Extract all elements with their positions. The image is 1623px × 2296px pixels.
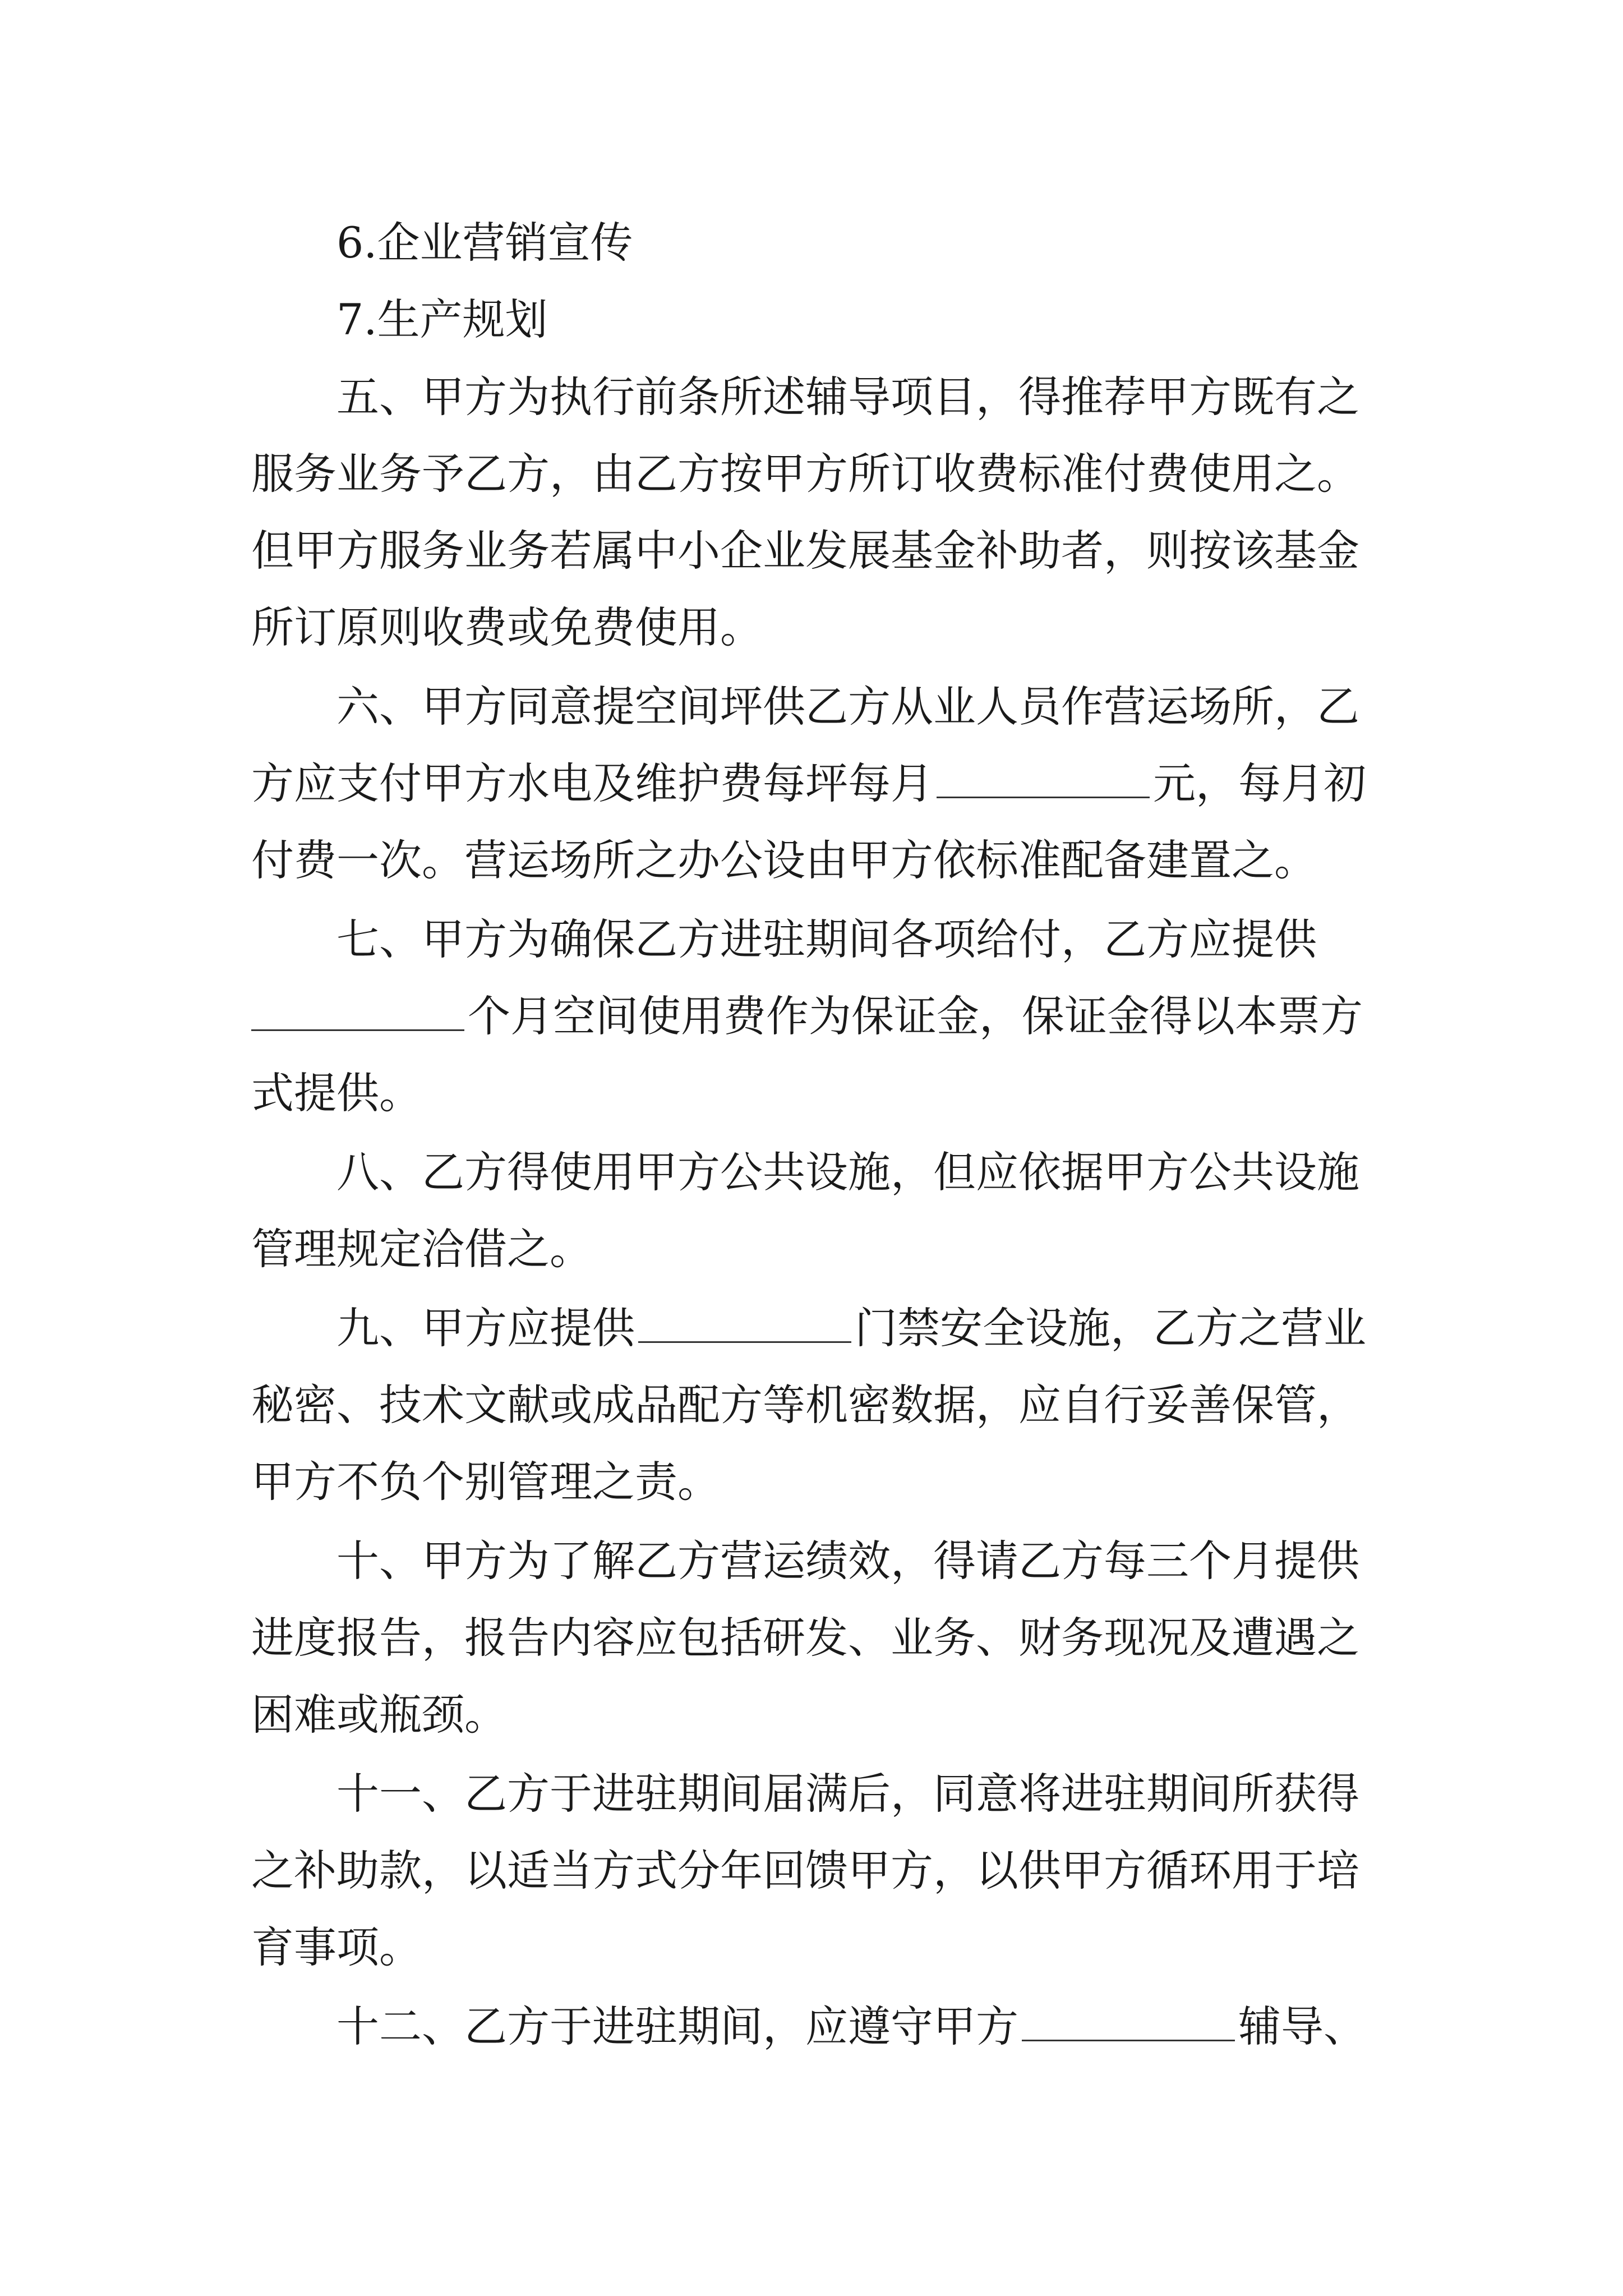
clause-10-line-1 (336, 1525, 1395, 1598)
clause-11-line-1 (336, 1757, 1395, 1830)
clause-6-line-3 (251, 824, 1395, 897)
clause-9-line-3 (251, 1446, 1395, 1519)
line-text: 之补助款，以适当方式分年回馈甲方，以供甲方循环用于培 (251, 1846, 1359, 1895)
line-text: 甲方不负个别管理之责。 (251, 1457, 720, 1507)
line-text: 五、甲方为执行前条所述辅导项目，得推荐甲方既有之 (336, 372, 1359, 422)
line-text: 十一、乙方于进驻期间届满后，同意将进驻期间所获得 (336, 1769, 1359, 1819)
clause-9-line-2 (251, 1369, 1395, 1442)
line-text: 式提供。 (251, 1068, 422, 1118)
clause-10-line-3 (251, 1678, 1395, 1751)
clause-12-line-1 (336, 1990, 1395, 2063)
clause-11-line-2 (251, 1834, 1395, 1907)
clause-10-line-2 (251, 1602, 1395, 1674)
fill-blank-security (638, 1308, 851, 1343)
clause-5-line-1 (336, 361, 1395, 434)
clause-6-line-1 (336, 670, 1395, 743)
line-text: 付费一次。营运场所之办公设由甲方依标准配备建置之。 (251, 835, 1317, 885)
line-text: 6.企业营销宣传 (336, 218, 633, 268)
line-text: 秘密、技术文献或成品配方等机密数据，应自行妥善保管， (251, 1380, 1359, 1430)
line-text: 进度报告，报告内容应包括研发、业务、财务现况及遭遇之 (251, 1613, 1359, 1663)
line-text: 十二、乙方于进驻期间，应遵守甲方 (336, 2001, 1018, 2051)
line-text: 九、甲方应提供 (336, 1303, 635, 1353)
line-text: 门禁安全设施，乙方之营业 (855, 1303, 1366, 1353)
clause-11-line-3 (251, 1911, 1395, 1984)
list-item-6 (336, 206, 1395, 279)
line-text: 但甲方服务业务若属中小企业发展基金补助者，则按该基金 (251, 526, 1359, 576)
clause-9-line-1 (336, 1292, 1395, 1365)
clause-5-line-4 (251, 591, 1395, 664)
line-text: 方应支付甲方水电及维护费每坪每月 (251, 758, 933, 808)
clause-8-line-2 (251, 1213, 1395, 1286)
clause-7-line-2 (251, 980, 1395, 1053)
line-text: 六、甲方同意提空间坪供乙方从业人员作营运场所，乙 (336, 682, 1359, 731)
line-text: 元，每月初 (1153, 758, 1366, 808)
line-text: 服务业务予乙方，由乙方按甲方所订收费标准付费使用之。 (251, 449, 1359, 499)
line-text: 7.生产规划 (336, 295, 548, 344)
fill-blank-months (251, 996, 464, 1031)
line-text: 所订原则收费或免费使用。 (251, 602, 763, 652)
clause-6-line-2 (251, 747, 1395, 820)
line-text: 个月空间使用费作为保证金，保证金得以本票方 (468, 991, 1363, 1041)
fill-blank-rules (1022, 2006, 1235, 2041)
clause-7-line-3 (251, 1057, 1395, 1130)
line-text: 七、甲方为确保乙方进驻期间各项给付，乙方应提供 (336, 914, 1317, 964)
clause-5-line-3 (251, 514, 1395, 587)
list-item-7 (336, 283, 1395, 356)
line-text: 辅导、 (1238, 2001, 1366, 2051)
line-text: 十、甲方为了解乙方营运绩效，得请乙方每三个月提供 (336, 1536, 1359, 1586)
line-text: 管理规定洽借之。 (251, 1224, 592, 1274)
line-text: 困难或瓶颈。 (251, 1690, 507, 1740)
line-text: 育事项。 (251, 1922, 422, 1972)
clause-5-line-2 (251, 438, 1395, 510)
clause-8-line-1 (336, 1136, 1395, 1209)
clause-7-line-1 (336, 903, 1395, 976)
fill-blank-fee (937, 763, 1150, 798)
line-text: 八、乙方得使用甲方公共设施，但应依据甲方公共设施 (336, 1147, 1359, 1197)
